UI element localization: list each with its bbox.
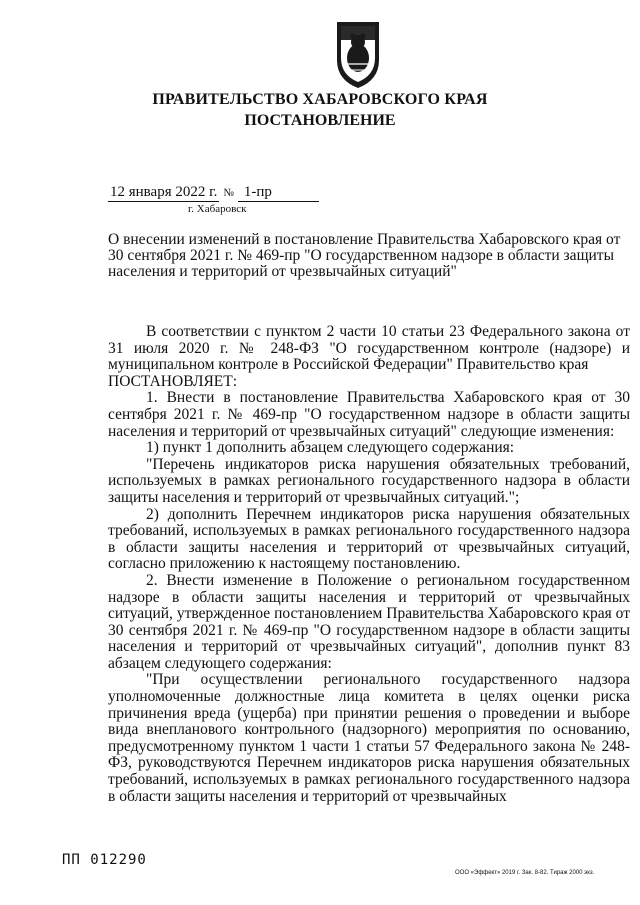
- number-sign: №: [223, 187, 234, 199]
- paragraph-2-quote: "При осуществлении регионального государственного надзора уполномоченные должностные лица комитета в целях оценки риска причинения вреда (ущерба) при принятии решения о проведении и выборе вида внепланового контрольного (надзорного) мероприятия по основанию, предусмотренному пунктом 1 части 1 статьи 57 Федерального закона № 248-ФЗ, руководствуются Перечнем индикаторов риска нарушения обязательных требований, используемых в рамках регионального государственного надзора в области защиты населения и территорий от чрезвычайных: [108, 671, 630, 805]
- paragraph-1: 1. Внести в постановление Правительства Хабаровского края от 30 сентября 2021 г. № 469-пр "О государственном надзоре в области защиты населения и территорий от чрезвычайных ситуаций" следующие изменения:: [108, 389, 630, 440]
- coat-of-arms-emblem: [333, 18, 383, 90]
- paragraph-1-item-2: 2) дополнить Перечнем индикаторов риска нарушения обязательных требований, используемых в рамках регионального государственного надзора в области защиты населения и территорий от чрезвычайных ситуаций, согласно приложению к настоящему постановлению.: [108, 505, 630, 573]
- footer-imprint: ООО «Эффект» 2019 г. Зак. 8-82. Тираж 2000 экз.: [455, 870, 595, 876]
- footer-registration-code: ПП 012290: [62, 852, 147, 868]
- document-date: 12 января 2022 г.: [110, 184, 218, 200]
- paragraph-1-item-1: 1) пункт 1 дополнить абзацем следующего содержания:: [146, 439, 515, 457]
- document-title: О внесении изменений в постановление Правительства Хабаровского края от 30 сентября 2021 г. № 469-пр "О государственном надзоре в области защиты населения и территорий от чрезвычайных ситуаций": [108, 231, 621, 280]
- date-number-line: [108, 184, 319, 202]
- preamble-paragraph: В соответствии с пунктом 2 части 10 статьи 23 Федерального закона от 31 июля 2020 г. № 248-ФЗ "О государственном контроле (надзоре) и муниципальном контроле в Российской Федерации" Правительство края: [108, 323, 630, 374]
- decree-word: ПОСТАНОВЛЯЕТ:: [108, 372, 238, 390]
- document-number: 1-пр: [238, 184, 319, 202]
- paragraph-1-item-1-quote: "Перечень индикаторов риска нарушения обязательных требований, используемых в рамках регионального государственного надзора в области защиты населения и территорий от чрезвычайных ситуаций.";: [108, 455, 630, 506]
- document-body: [108, 324, 630, 805]
- document-type-heading: ПОСТАНОВЛЕНИЕ: [244, 112, 396, 129]
- document-place: г. Хабаровск: [188, 203, 247, 215]
- organization-heading: ПРАВИТЕЛЬСТВО ХАБАРОВСКОГО КРАЯ: [152, 91, 488, 108]
- paragraph-2: 2. Внести изменение в Положение о региональном государственном надзоре в области защиты населения и территорий от чрезвычайных ситуаций, утвержденное постановлением Правительства Хабаровского края от 30 сентября 2021 г. № 469-пр "О государственном надзоре в области защиты населения и территорий от чрезвычайных ситуаций", дополнив пункт 83 абзацем следующего содержания:: [108, 571, 630, 672]
